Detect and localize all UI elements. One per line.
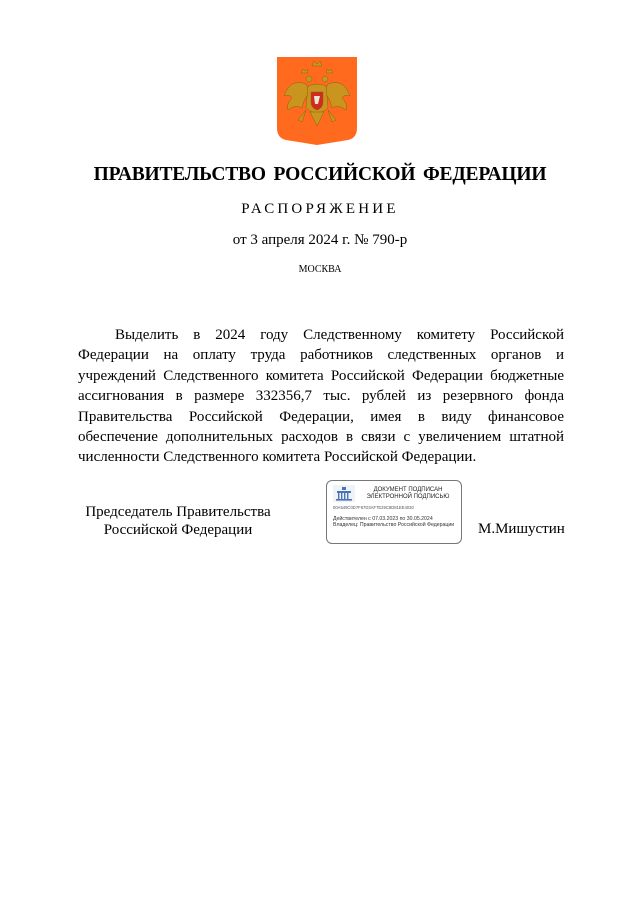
government-title: ПРАВИТЕЛЬСТВО РОССИЙСКОЙ ФЕДЕРАЦИИ bbox=[93, 164, 547, 185]
document-date-number: от 3 апреля 2024 г. № 790-р bbox=[232, 232, 408, 248]
stamp-header bbox=[357, 487, 459, 501]
stamp-validity bbox=[333, 516, 459, 528]
electronic-signature-stamp bbox=[326, 480, 462, 544]
stamp-valid-dates: Действителен с 07.03.2023 по 30.05.2024 bbox=[333, 516, 433, 522]
document-city: МОСКВА bbox=[298, 264, 342, 275]
signer-title-line2: Российской Федерации bbox=[103, 521, 253, 538]
government-building-icon bbox=[333, 485, 355, 502]
signer-title bbox=[78, 504, 278, 539]
stamp-header-line2: ЭЛЕКТРОННОЙ ПОДПИСЬЮ bbox=[366, 494, 450, 500]
stamp-owner: Владелец: Правительство Российской Федерации bbox=[333, 522, 455, 528]
stamp-certificate: 00A549C0D7F67D3AF7E29C8D81EE4030 bbox=[333, 505, 414, 510]
signer-title-line1: Председатель Правительства bbox=[85, 504, 271, 520]
document-type: РАСПОРЯЖЕНИЕ bbox=[241, 201, 399, 217]
signer-name: М.Мишустин bbox=[478, 521, 565, 537]
russian-coat-of-arms-icon bbox=[276, 56, 358, 146]
stamp-header-line1: ДОКУМЕНТ ПОДПИСАН bbox=[373, 487, 443, 493]
order-text: Выделить в 2024 году Следственному комитету Российской Федерации на оплату труда работников следственных органов и учреждений Следственного комитета Российской Федерации бюджетные ассигнования в размере 332356,7 тыс. рублей из резервного фонда Правительства Российской Федерации, имея в виду финансовое обеспечение дополнительных расходов в связи с увеличением штатной численности Следственного комитета Российской Федерации. bbox=[78, 327, 564, 466]
